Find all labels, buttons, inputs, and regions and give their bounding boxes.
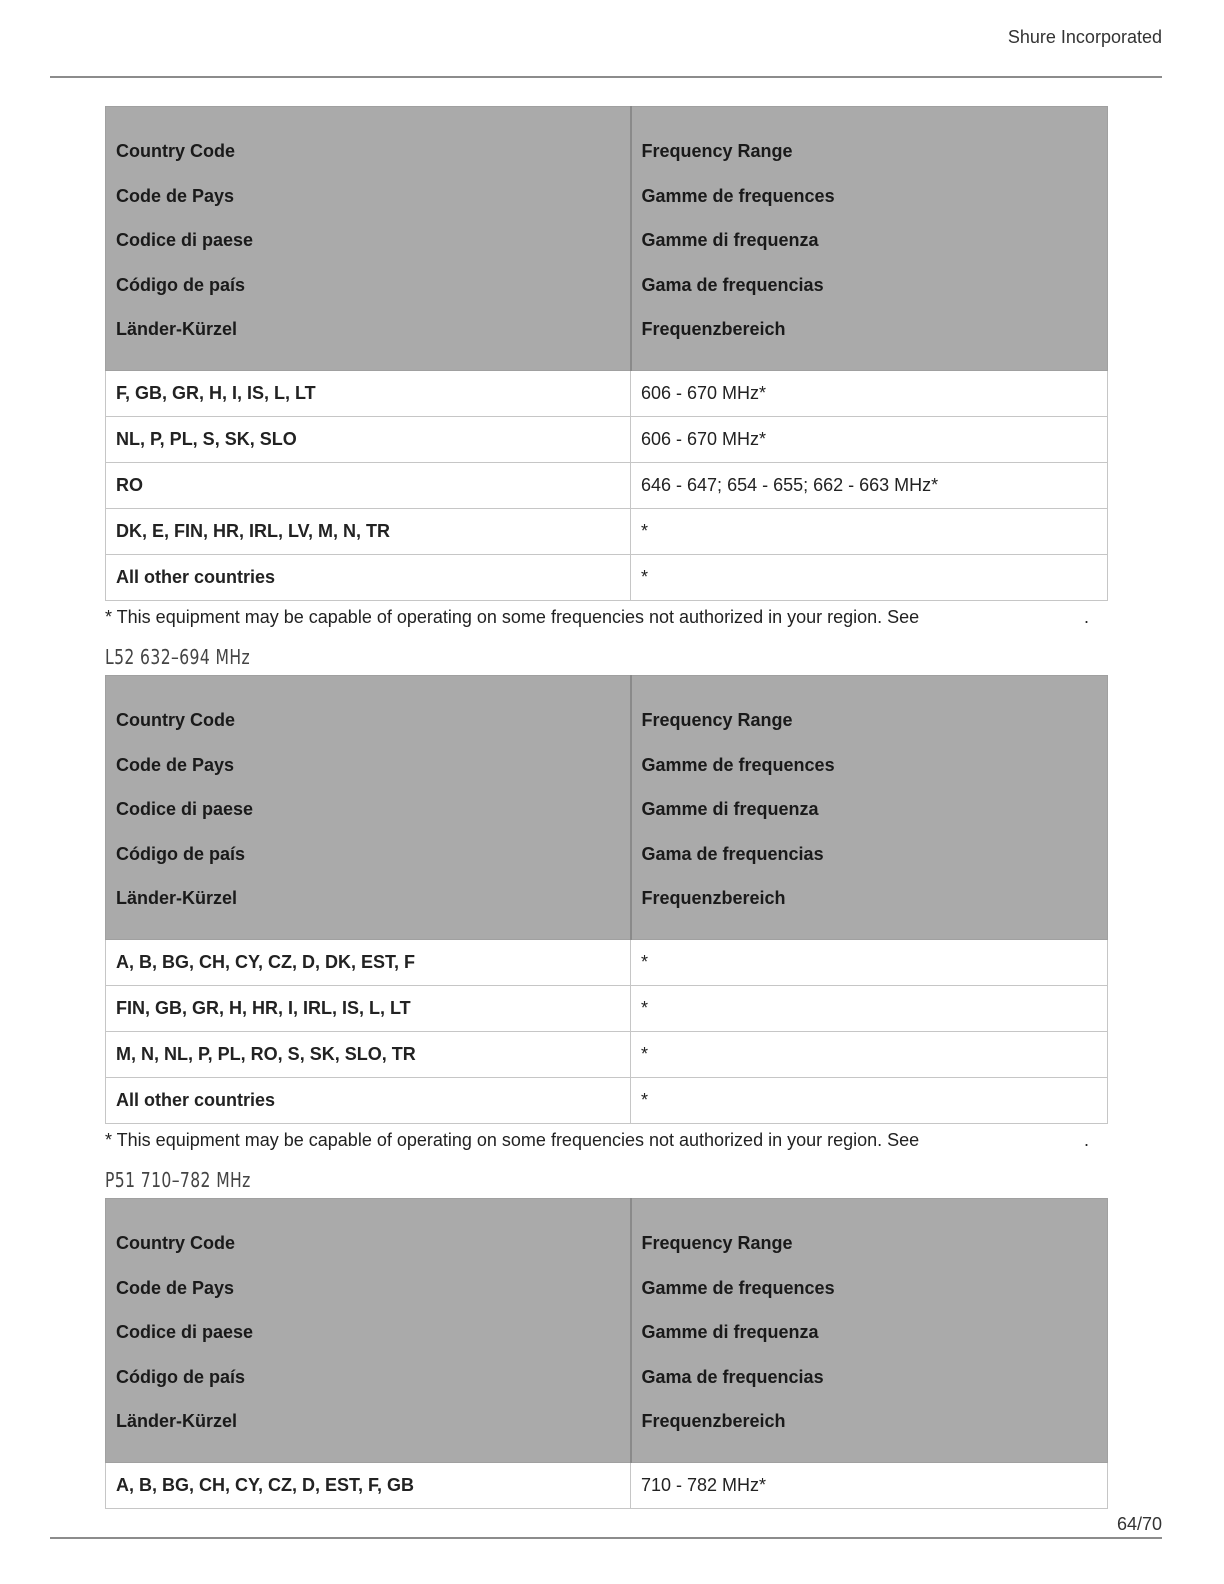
country-cell: FIN, GB, GR, H, HR, I, IRL, IS, L, LT — [106, 985, 631, 1031]
table-row — [106, 554, 1108, 600]
section-title-l52: L52 632–694 MHz — [105, 645, 251, 669]
range-cell: * — [631, 1031, 1108, 1077]
frequency-range-header: Frequency Range Gamme de frequences Gamme di frequenza Gama de frequencias Frequenzbereich — [631, 1199, 1108, 1463]
range-cell: * — [631, 985, 1108, 1031]
table-row — [106, 370, 1108, 416]
table-header-row — [106, 1199, 1108, 1463]
country-cell: F, GB, GR, H, I, IS, L, LT — [106, 370, 631, 416]
range-cell: 606 - 670 MHz* — [631, 370, 1108, 416]
frequency-table — [105, 675, 1108, 1124]
range-cell: * — [631, 554, 1108, 600]
country-cell: All other countries — [106, 554, 631, 600]
section-title-p51: P51 710–782 MHz — [105, 1168, 251, 1192]
country-cell: All other countries — [106, 1077, 631, 1123]
table-row — [106, 939, 1108, 985]
frequency-table — [105, 106, 1108, 601]
country-code-header: Country Code Code de Pays Codice di paese Código de país Länder-Kürzel — [106, 107, 631, 371]
frequency-table — [105, 1198, 1108, 1509]
header-company: Shure Incorporated — [1007, 27, 1162, 47]
country-cell: DK, E, FIN, HR, IRL, LV, M, N, TR — [106, 508, 631, 554]
table-row — [106, 462, 1108, 508]
frequency-range-header: Frequency Range Gamme de frequences Gamme di frequenza Gama de frequencias Frequenzbereich — [631, 107, 1108, 371]
header-rule — [50, 76, 1162, 78]
country-cell: NL, P, PL, S, SK, SLO — [106, 416, 631, 462]
table-header-row — [106, 107, 1108, 371]
page-number: 64/70 — [1116, 1514, 1162, 1534]
country-cell: RO — [106, 462, 631, 508]
range-cell: 710 - 782 MHz* — [631, 1462, 1108, 1508]
table-row — [106, 508, 1108, 554]
range-cell: 646 - 647; 654 - 655; 662 - 663 MHz* — [631, 462, 1108, 508]
range-cell: * — [631, 939, 1108, 985]
country-cell: A, B, BG, CH, CY, CZ, D, DK, EST, F — [106, 939, 631, 985]
country-cell: A, B, BG, CH, CY, CZ, D, EST, F, GB — [106, 1462, 631, 1508]
frequency-range-header: Frequency Range Gamme de frequences Gamme di frequenza Gama de frequencias Frequenzbereich — [631, 676, 1108, 940]
table-header-row — [106, 676, 1108, 940]
range-cell: * — [631, 1077, 1108, 1123]
footnote: * This equipment may be capable of operating on some frequencies not authorized in your region. See . — [105, 607, 1089, 627]
country-code-header: Country Code Code de Pays Codice di paese Código de país Länder-Kürzel — [106, 1199, 631, 1463]
table-row — [106, 416, 1108, 462]
table-row — [106, 1031, 1108, 1077]
country-cell: M, N, NL, P, PL, RO, S, SK, SLO, TR — [106, 1031, 631, 1077]
range-cell: * — [631, 508, 1108, 554]
table-row — [106, 985, 1108, 1031]
table-row — [106, 1077, 1108, 1123]
table-row — [106, 1462, 1108, 1508]
footnote: * This equipment may be capable of operating on some frequencies not authorized in your region. See . — [105, 1130, 1089, 1150]
footer-rule — [50, 1537, 1162, 1539]
range-cell: 606 - 670 MHz* — [631, 416, 1108, 462]
country-code-header: Country Code Code de Pays Codice di paese Código de país Länder-Kürzel — [106, 676, 631, 940]
